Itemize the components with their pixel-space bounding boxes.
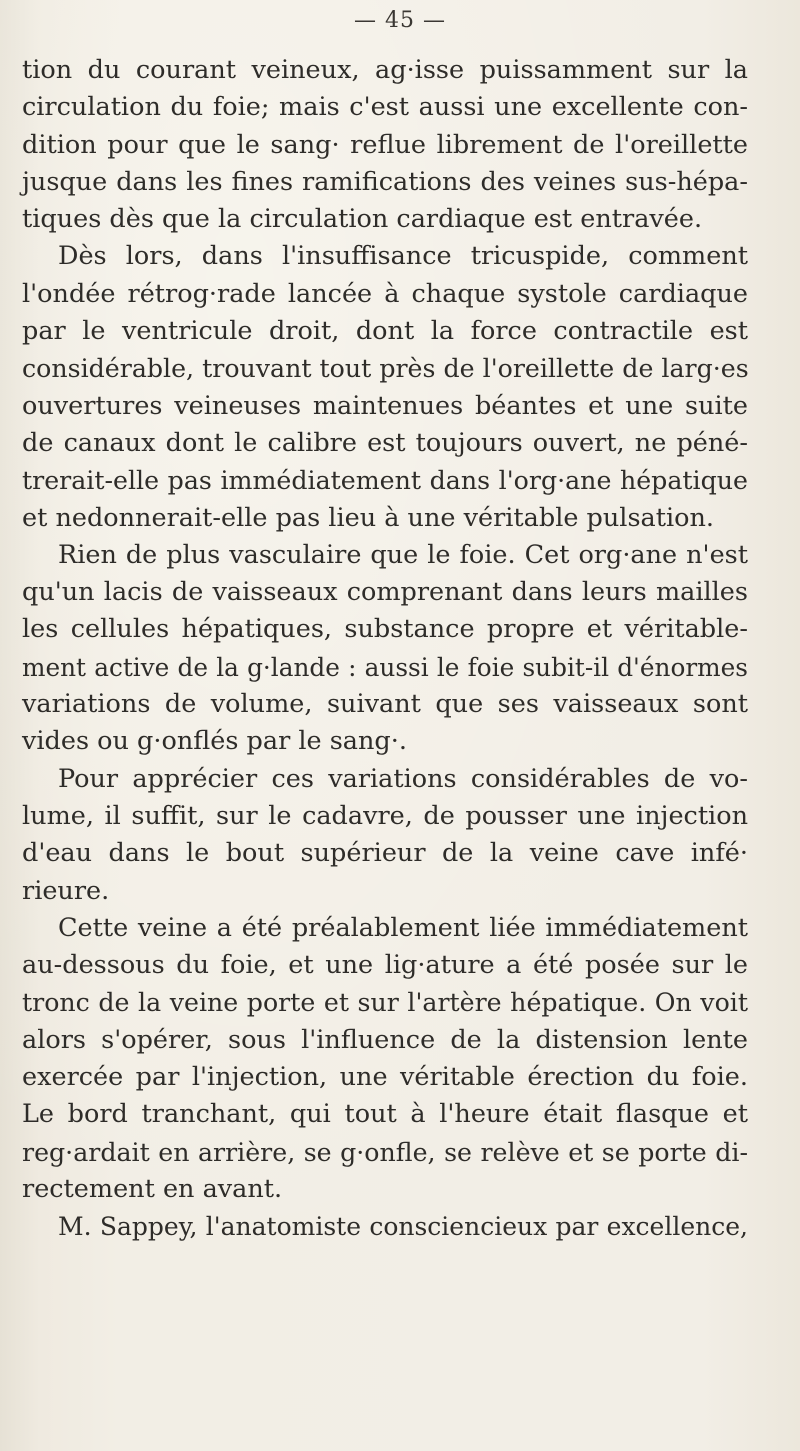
- text-line: ment active de la g·lande : aussi le foie subit-il d'énormes: [22, 652, 748, 682]
- text-line: par le ventricule droit, dont la force contractile est: [22, 316, 748, 347]
- text-line: vides ou g·onflés par le sang·.: [22, 726, 407, 757]
- text-line: rectement en avant.: [22, 1173, 283, 1204]
- text-line: reg·ardait en arrière, se g·onfle, se relève et se porte di-: [22, 1137, 748, 1167]
- text-line: Pour apprécier ces variations considérables de vo-: [58, 763, 748, 794]
- text-line: circulation du foie; mais c'est aussi une excellente con-: [22, 92, 748, 123]
- text-line: Dès lors, dans l'insuffisance tricuspide, comment: [58, 241, 748, 272]
- body-text: [22, 52, 748, 1246]
- text-line: d'eau dans le bout supérieur de la veine cave infé·: [22, 838, 748, 869]
- text-line: de canaux dont le calibre est toujours ouvert, ne péné-: [22, 427, 748, 458]
- text-line: l'ondée rétrog·rade lancée à chaque systole cardiaque: [22, 278, 748, 309]
- text-line: alors s'opérer, sous l'influence de la distension lente: [22, 1024, 748, 1055]
- text-line: dition pour que le sang· reflue librement de l'oreillette: [22, 129, 748, 160]
- text-line: Rien de plus vasculaire que le foie. Cet org·ane n'est: [58, 539, 748, 570]
- text-line: tronc de la veine porte et sur l'artère hépatique. On voit: [22, 988, 748, 1018]
- text-line: lume, il suffit, sur le cadavre, de pousser une injection: [22, 800, 748, 831]
- text-line: variations de volume, suivant que ses vaisseaux sont: [22, 689, 748, 720]
- text-line: exercée par l'injection, une véritable érection du foie.: [22, 1062, 748, 1093]
- text-line: considérable, trouvant tout près de l'oreillette de larg·es: [22, 354, 749, 384]
- text-line: tion du courant veineux, ag·isse puissamment sur la: [22, 55, 748, 85]
- text-line: rieure.: [22, 875, 110, 906]
- text-line: au-dessous du foie, et une lig·ature a été posée sur le: [22, 950, 748, 981]
- text-line: trerait-elle pas immédiatement dans l'org·ane hépatique: [22, 466, 748, 496]
- text-line: ouvertures veineuses maintenues béantes et une suite: [22, 390, 748, 421]
- text-line: et nedonnerait-elle pas lieu à une véritable pulsation.: [22, 502, 715, 533]
- page-number: — 45 —: [354, 8, 446, 33]
- text-line: Cette veine a été préalablement liée immédiatement: [58, 912, 748, 943]
- text-line: qu'un lacis de vaisseaux comprenant dans leurs mailles: [22, 577, 748, 608]
- text-line: les cellules hépatiques, substance propre et véritable-: [22, 614, 748, 645]
- text-line: tiques dès que la circulation cardiaque est entravée.: [22, 204, 703, 235]
- text-line: M. Sappey, l'anatomiste consciencieux par excellence,: [58, 1212, 748, 1242]
- text-line: Le bord tranchant, qui tout à l'heure était flasque et: [22, 1099, 748, 1130]
- text-line: jusque dans les fines ramifications des veines sus-hépa-: [22, 166, 748, 197]
